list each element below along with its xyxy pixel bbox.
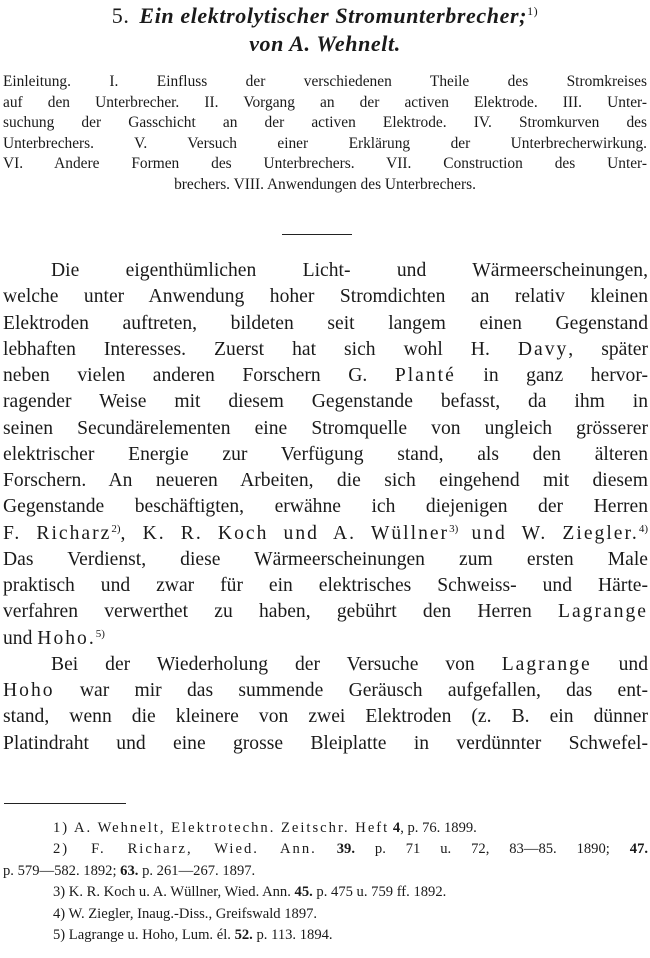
body-line [3, 599, 648, 625]
volume-number: 4 [392, 820, 401, 836]
footnote [3, 839, 648, 860]
body-line: Die eigenthümlichen Licht- und Wärmeerscheinungen, [51, 260, 648, 281]
footnote: 4) W. Ziegler, Inaug.-Diss., Greifswald 1897. [53, 905, 318, 922]
text-run: p. 71 u. 72, 83—85. 1890; [374, 841, 610, 858]
person-name: Lagrange [558, 601, 648, 623]
footnote-mark: 5) [95, 627, 105, 640]
table-of-contents [3, 72, 647, 196]
body-line [3, 521, 648, 547]
text-run: p. 261—267. 1897. [142, 862, 256, 879]
title-footnote-mark: 1) [527, 4, 539, 18]
text-run: , p. 76. 1899. [400, 820, 477, 836]
footnote [3, 882, 648, 903]
footnote-divider [4, 803, 126, 804]
person-name: F. Richarz [3, 522, 112, 544]
body-line: stand, wenn die kleinere von zwei Elektroden (z. B. ein dünner [3, 706, 648, 728]
body-line [3, 626, 648, 652]
person-name: Davy [517, 338, 569, 360]
body-line: ragender Weise mit diesem Gegenstande befasst, da ihm in [3, 391, 648, 413]
footnotes [3, 818, 648, 946]
volume-number: 52. [234, 926, 253, 943]
text-run: 3) K. R. Koch u. A. Wüllner, Wied. Ann. [53, 884, 291, 901]
text-run: p. 579—582. 1892; [3, 862, 117, 879]
body-line [3, 678, 648, 704]
text-run: verfahren verwerthet zu haben, gebührt den Herren [3, 601, 532, 623]
article-title-text: Ein elektrolytischer Stromunterbrecher; [139, 3, 528, 28]
contents-line: Unterbrechers. V. Versuch einer Erklärung der Unterbrecherwirkung. [3, 134, 647, 152]
text-run: in ganz hervor- [483, 365, 648, 386]
text-run: neben vielen anderen Forschern G. [3, 365, 368, 386]
text-run: 1) A. Wehnelt, Elektrotechn. Zeitschr. Heft [53, 820, 390, 836]
body-line: Platindraht und eine grosse Bleiplatte in verdünnter Schwefel- [3, 732, 648, 754]
text-run: lebhaften Interesses. Zuerst hat sich wohl H. [3, 338, 490, 360]
body-line [3, 363, 648, 389]
section-divider [282, 234, 352, 235]
person-name: Planté [394, 365, 456, 386]
body-line: welche unter Anwendung hoher Stromdichten an relativ kleinen [3, 286, 648, 308]
body-line [3, 337, 648, 363]
footnote-mark: 4) [638, 522, 648, 535]
contents-line: VI. Andere Formen des Unterbrechers. VII. Construction des Unter- [3, 155, 647, 173]
person-name: Hoho. [37, 627, 96, 649]
text-run: war mir das summende Geräusch aufgefallen, das ent- [79, 680, 648, 701]
article-title [0, 2, 650, 30]
text-run: Bei der Wiederholung der Versuche von [51, 653, 475, 675]
footnote [3, 818, 648, 839]
body-line: Forschern. An neueren Arbeiten, die sich eingehend mit diesem [3, 470, 648, 491]
volume-number: 47. [629, 841, 649, 858]
text-run: p. 475 u. 759 ff. 1892. [316, 884, 447, 901]
person-name: Lagrange [501, 653, 592, 675]
footnote-mark: 3) [449, 522, 459, 535]
body-line: Gegenstande beschäftigten, erwähne ich diejenigen der Herren [3, 496, 648, 518]
text-run: und [618, 653, 649, 675]
body-text [3, 258, 648, 757]
body-line: Elektroden auftreten, bildeten seit langem einen Gegenstand [3, 312, 648, 334]
contents-line: suchung der Gasschicht an der activen Elektrode. IV. Stromkurven des [3, 114, 647, 132]
text-run: und W. Ziegler. [471, 522, 639, 544]
body-line [3, 652, 648, 678]
body-line: elektrischer Energie zur Verfügung stand, als den älteren [3, 443, 648, 465]
text-run: , K. R. Koch und A. Wüllner [120, 522, 450, 544]
text-run: , später [568, 338, 648, 360]
text-run: und [3, 627, 33, 649]
volume-number: 39. [336, 841, 355, 858]
footnote-continuation [3, 861, 648, 882]
volume-number: 45. [294, 884, 313, 901]
body-line: seinen Secundärelementen eine Stromquelle von ungleich grösserer [3, 417, 648, 439]
article-author: von A. Wehnelt. [249, 31, 401, 56]
text-run: 2) F. Richarz, Wied. Ann. [53, 841, 317, 858]
contents-line: auf den Unterbrecher. II. Vorgang an der activen Elektrode. III. Unter- [3, 93, 647, 111]
footnote [3, 925, 648, 946]
contents-line: Einleitung. I. Einfluss der verschiedenen Theile des Stromkreises [3, 73, 647, 90]
body-line: praktisch und zwar für ein elektrisches Schweiss- und Härte- [3, 575, 648, 596]
body-line: Das Verdienst, diese Wärmeerscheinungen zum ersten Male [3, 548, 648, 570]
contents-line: brechers. VIII. Anwendungen des Unterbrechers. [174, 175, 476, 193]
person-name: Hoho [3, 680, 55, 701]
text-run: p. 113. 1894. [256, 926, 333, 943]
volume-number: 63. [120, 862, 139, 879]
text-run: 5) Lagrange u. Hoho, Lum. él. [53, 926, 231, 943]
footnote-mark: 2) [111, 522, 121, 535]
article-number: 5. [111, 3, 130, 28]
